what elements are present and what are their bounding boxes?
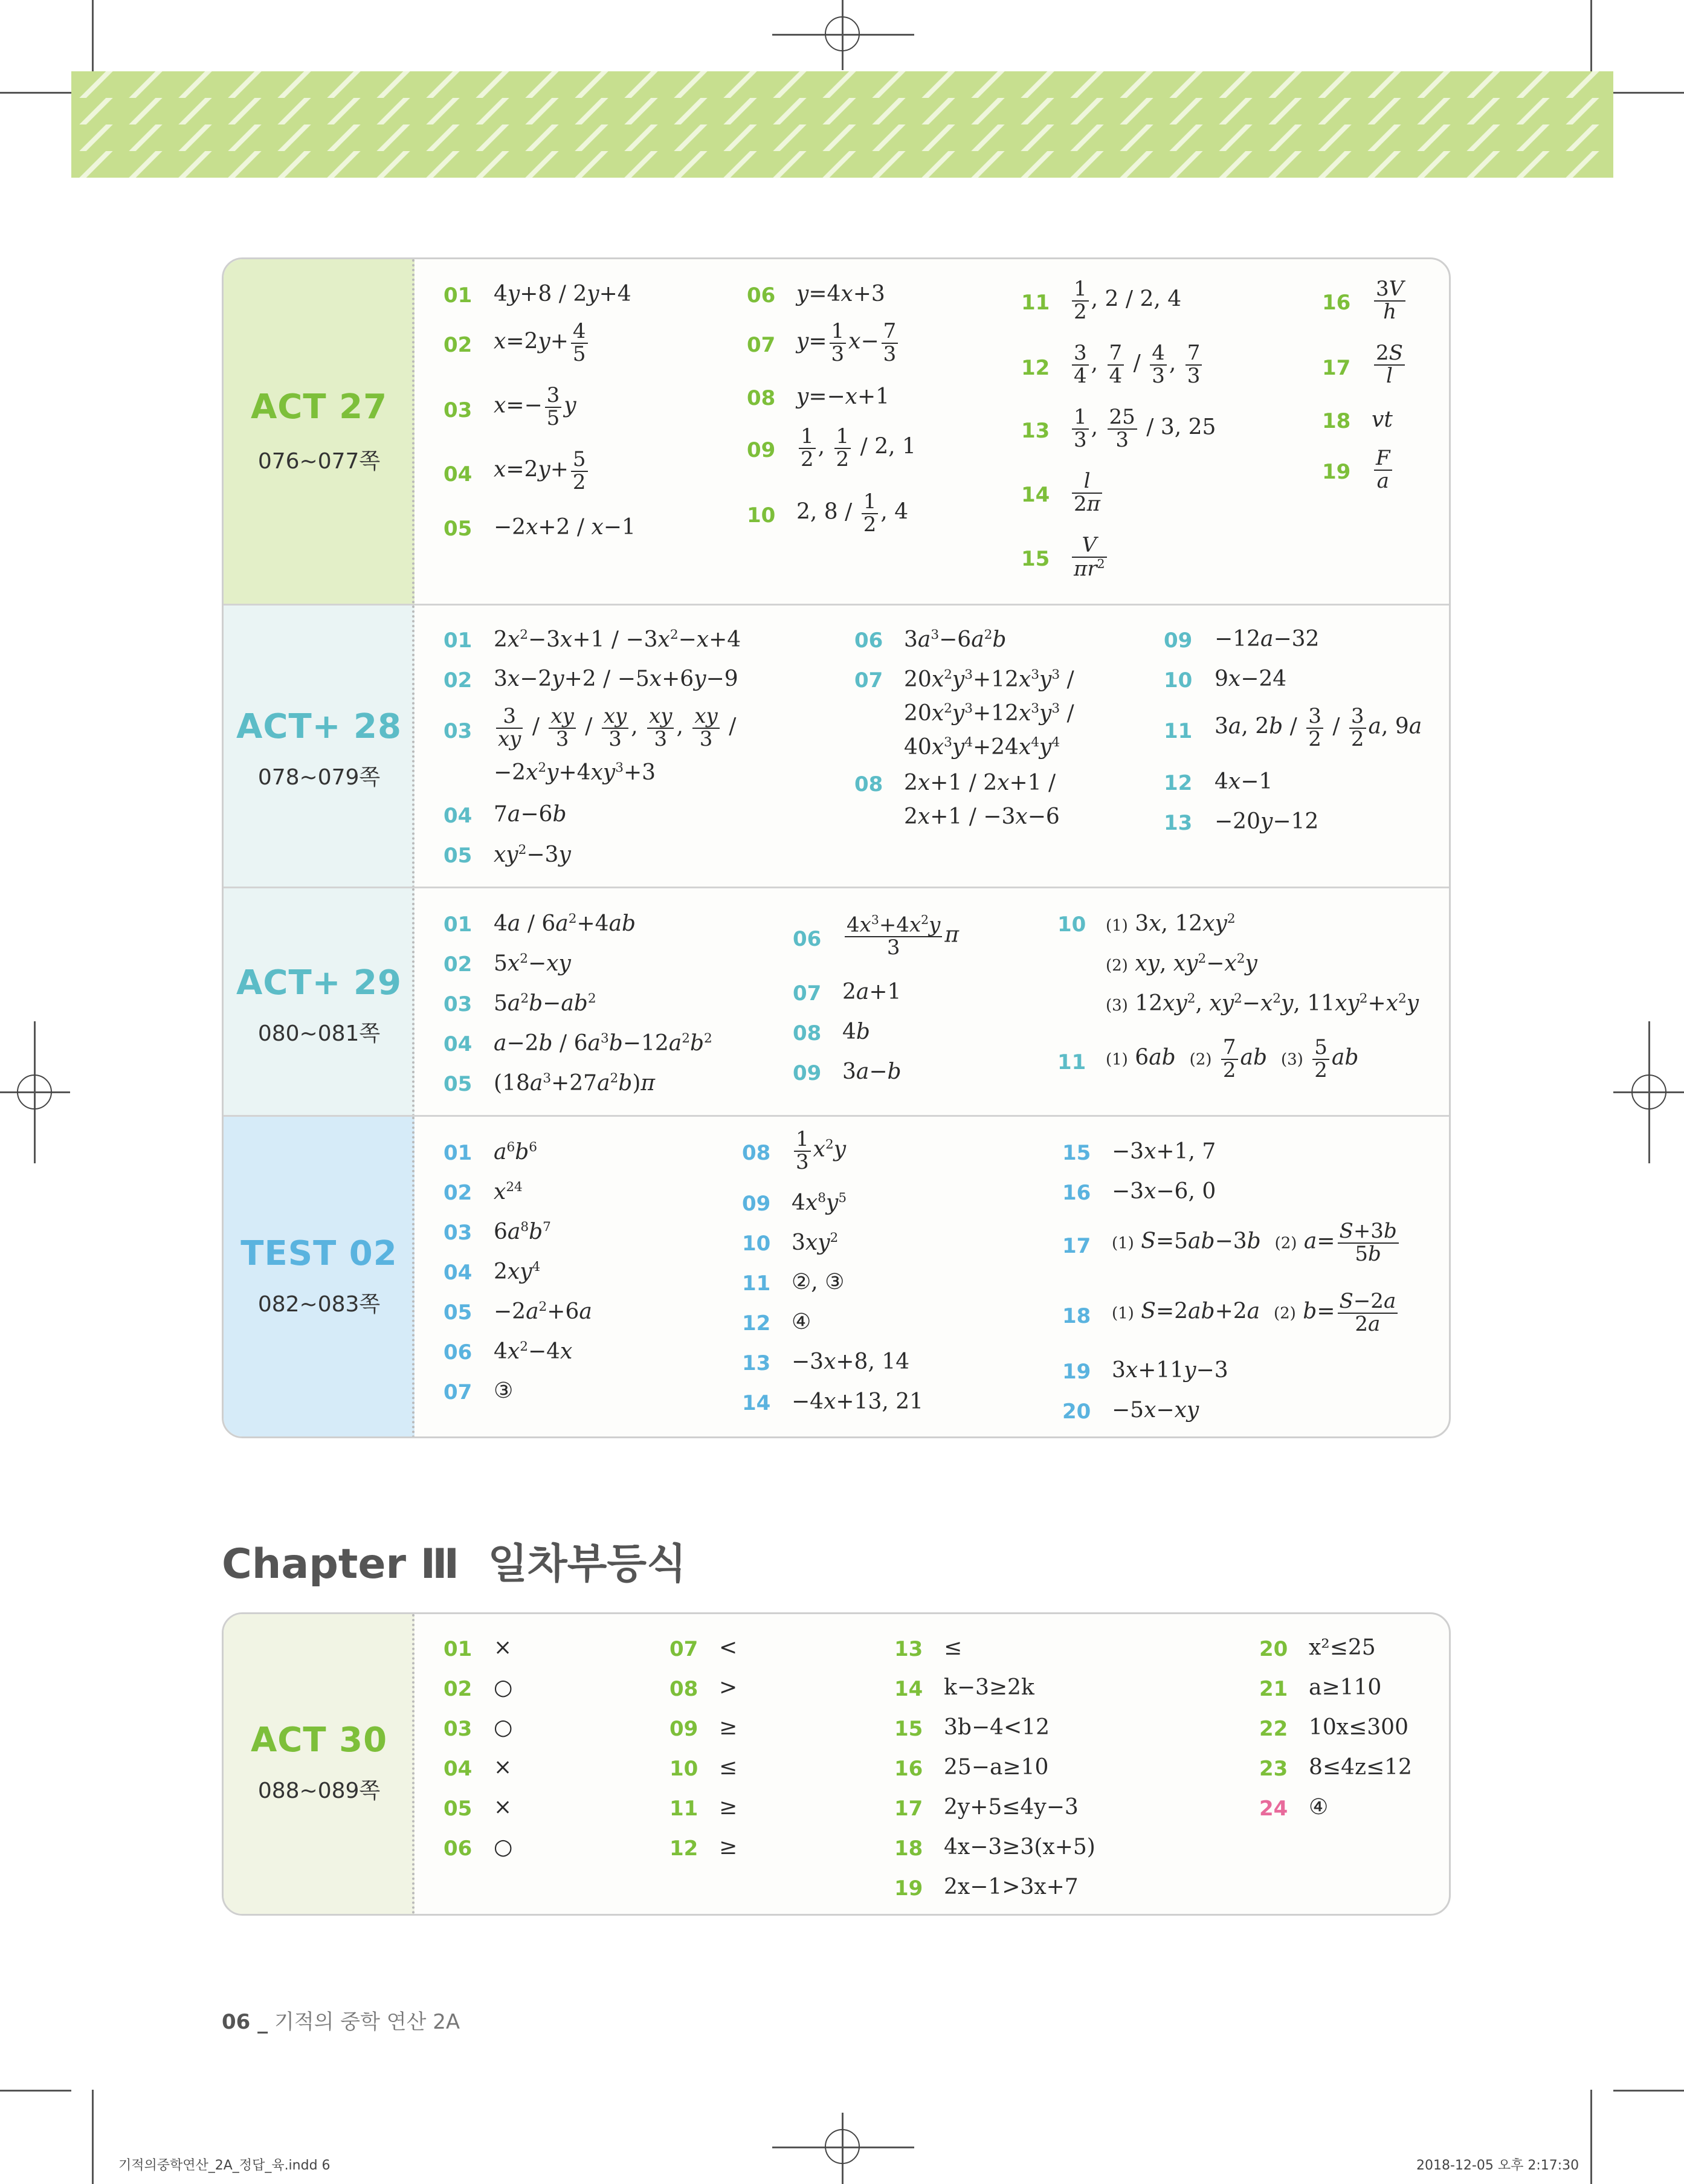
answer-number: 15 <box>1021 547 1050 571</box>
answer-text: $a^6b^6$ <box>494 1140 538 1165</box>
answer-number: 14 <box>894 1677 923 1701</box>
answer-number: 01 <box>444 1637 473 1661</box>
answer-text: (2) xy, $xy^2-x^2y$ <box>1106 951 1257 976</box>
answer-text: > <box>719 1675 738 1700</box>
answer-text: $\frac{3}{xy}$ / $\frac{xy}{3}$ / $\frac{xy}{3}$ , $\frac{xy}{3}$ , $\frac{xy}{3}$ / <box>494 706 736 750</box>
answer-text: ○ <box>494 1835 513 1859</box>
answer-text: ④ <box>792 1310 811 1334</box>
answer-text: 2x−1>3x+7 <box>944 1875 1079 1899</box>
crop-mark <box>92 2090 94 2184</box>
crop-mark <box>1590 2090 1592 2184</box>
answer-text: (1) 3x, $12xy^2$ <box>1106 911 1236 936</box>
answer-text: y= $\frac{1}{3}$ x− $\frac{7}{3}$ <box>796 321 900 365</box>
answer-number: 05 <box>444 844 473 868</box>
answer-number: 03 <box>444 398 473 422</box>
chapter-label: Chapter Ⅲ <box>222 1540 459 1588</box>
answer-number: 22 <box>1259 1717 1288 1741</box>
answer-text: ≤ <box>719 1755 738 1780</box>
answer-text: a≥110 <box>1309 1675 1382 1700</box>
answer-text: $40x^3y^4+24x^4y^4$ <box>904 735 1060 760</box>
answer-number: 02 <box>444 1677 473 1701</box>
answer-number: 05 <box>444 517 473 541</box>
section-title: ACT 27 <box>250 387 388 427</box>
answer-number: 20 <box>1062 1400 1091 1424</box>
answer-text: ○ <box>494 1675 513 1700</box>
answer-text: 4b <box>842 1019 870 1044</box>
answer-text: 7a−6b <box>494 802 567 827</box>
answer-number: 13 <box>1164 811 1193 835</box>
answer-text: 2x+1 / 2x+1 / <box>904 771 1056 795</box>
answer-text: < <box>719 1635 738 1660</box>
chapter-heading <box>222 1531 686 1590</box>
answer-number: 04 <box>444 1757 473 1781</box>
section-label <box>224 606 415 888</box>
crop-mark <box>0 92 71 94</box>
answer-text: $\frac{F}{a}$ <box>1372 448 1395 492</box>
answer-number: 07 <box>793 981 822 1006</box>
registration-target <box>1631 1074 1666 1110</box>
section-pages: 082~083쪽 <box>257 1292 381 1317</box>
section-pages: 080~081쪽 <box>257 1021 381 1046</box>
crop-mark <box>1613 2090 1684 2092</box>
answer-text: 2, 8 / $\frac{1}{2}$ , 4 <box>796 489 909 537</box>
answer-text: × <box>494 1755 512 1780</box>
banner-pattern <box>71 71 1613 178</box>
answer-text: $5a^2b-ab^2$ <box>494 991 596 1016</box>
answer-text: y=−x+1 <box>796 384 890 409</box>
answer-number: 12 <box>1164 771 1193 795</box>
answer-number: 14 <box>1021 483 1050 507</box>
answer-text: $a-2b / 6a^3b-12a^2b^2$ <box>494 1031 712 1056</box>
answer-text: x²≤25 <box>1309 1635 1376 1660</box>
answer-text: 4x−3≥3(x+5) <box>944 1835 1095 1859</box>
answer-panel-chapter-3 <box>222 1612 1451 1916</box>
answer-number: 18 <box>894 1837 923 1861</box>
answer-number: 08 <box>793 1021 822 1045</box>
page-number: 06 _ <box>222 2010 268 2034</box>
section-act28 <box>224 604 1449 888</box>
answer-number: 24 <box>1259 1797 1288 1821</box>
answer-number: 12 <box>669 1837 698 1861</box>
answer-text: $\frac{1}{2}$ , 2 / 2, 4 <box>1069 279 1181 323</box>
answer-text: 2a+1 <box>842 980 902 1004</box>
answer-number: 14 <box>742 1391 771 1415</box>
answer-number: 02 <box>444 1181 473 1205</box>
section-test02 <box>224 1115 1449 1438</box>
answer-number: 05 <box>444 1797 473 1821</box>
answer-text: $\frac{2S}{l}$ <box>1372 343 1407 387</box>
answer-number: 03 <box>444 1717 473 1741</box>
section-title: ACT+ 29 <box>236 963 402 1003</box>
book-title: 기적의 중학 연산 2A <box>274 2010 460 2034</box>
answer-number: 23 <box>1259 1757 1288 1781</box>
answer-number: 12 <box>1021 356 1050 380</box>
answer-text: $\frac{l}{2\pi}$ <box>1069 471 1105 515</box>
section-label <box>224 259 415 604</box>
answer-number: 10 <box>669 1757 698 1781</box>
answer-number: 01 <box>444 283 473 308</box>
answer-text: $\frac{3}{4}$ , $\frac{7}{4}$ / $\frac{4}{3}$ , $\frac{7}{3}$ <box>1069 343 1204 387</box>
answer-number: 06 <box>444 1340 473 1365</box>
answer-number: 04 <box>444 804 473 828</box>
answer-text: $3a^3-6a^2b$ <box>904 627 1007 652</box>
answer-text: 3a, 2b / $\frac{3}{2}$ / $\frac{3}{2}$ a, 9a <box>1215 704 1422 751</box>
crop-mark <box>92 0 94 71</box>
answer-number: 10 <box>747 503 776 528</box>
answer-text: −2x+2 / x−1 <box>494 515 636 540</box>
answer-number: 06 <box>444 1837 473 1861</box>
answer-text: 9x−24 <box>1215 667 1287 691</box>
answer-number: 02 <box>444 668 473 693</box>
section-label <box>224 1614 415 1914</box>
answer-number: 11 <box>669 1797 698 1821</box>
answer-number: 19 <box>1322 460 1351 484</box>
answer-text: $2xy^4$ <box>494 1259 541 1284</box>
header-banner <box>71 71 1613 178</box>
answer-number: 13 <box>1021 419 1050 443</box>
answer-number: 04 <box>444 1261 473 1285</box>
answer-text: vt <box>1372 407 1393 432</box>
answer-number: 09 <box>793 1061 822 1085</box>
answer-text: $4x^8y^5$ <box>792 1191 847 1215</box>
answer-number: 17 <box>894 1797 923 1821</box>
answer-number: 15 <box>894 1717 923 1741</box>
answer-text: 25−a≥10 <box>944 1755 1049 1780</box>
answer-number: 16 <box>894 1757 923 1781</box>
answer-text: −3x+8, 14 <box>792 1349 910 1374</box>
answer-number: 10 <box>1164 668 1193 693</box>
answer-text: −12a−32 <box>1215 627 1320 651</box>
answer-text: $\frac{1}{2}$ , $\frac{1}{2}$ / 2, 1 <box>796 426 916 470</box>
registration-target <box>17 1074 52 1110</box>
answer-number: 07 <box>747 333 776 357</box>
answer-number: 09 <box>669 1717 698 1741</box>
answer-number: 06 <box>854 628 883 653</box>
answer-text: k−3≥2k <box>944 1675 1034 1700</box>
answer-text: (1) S=5ab−3b (2) a= $\frac{S+3b}{5b}$ <box>1112 1221 1401 1265</box>
answer-text: 2x+1 / −3x−6 <box>904 804 1060 829</box>
answer-text: × <box>494 1795 512 1820</box>
answer-text: $\frac{1}{3}$ , $\frac{25}{3}$ / 3, 25 <box>1069 407 1216 451</box>
answer-number: 18 <box>1322 409 1351 433</box>
answer-number: 13 <box>894 1637 923 1661</box>
answer-number: 09 <box>747 438 776 462</box>
answer-text: −5x−xy <box>1112 1398 1199 1423</box>
answer-text: −3x+1, 7 <box>1112 1139 1216 1164</box>
answer-number: 11 <box>1164 719 1193 743</box>
answer-number: 16 <box>1322 291 1351 315</box>
registration-target <box>825 2129 860 2164</box>
answer-number: 01 <box>444 628 473 653</box>
section-label <box>224 888 415 1117</box>
answer-text: 2y+5≤4y−3 <box>944 1795 1079 1820</box>
answer-text: $\frac{4x^3+4x^2y}{3}$ π <box>842 914 959 959</box>
crop-mark <box>0 2090 71 2092</box>
answer-text: ④ <box>1309 1795 1329 1820</box>
section-pages: 088~089쪽 <box>257 1779 381 1803</box>
answer-number: 10 <box>742 1232 771 1256</box>
answer-text: x=2y+ $\frac{5}{2}$ <box>494 449 590 493</box>
answer-number: 11 <box>742 1271 771 1296</box>
chapter-title: 일차부등식 <box>488 1540 686 1588</box>
answer-text: y=4x+3 <box>796 282 885 306</box>
answer-number: 04 <box>444 1032 473 1056</box>
answer-text: $20x^2y^3+12x^3y^3$ / <box>904 667 1074 692</box>
section-title: ACT+ 28 <box>236 707 402 746</box>
answer-text: $\frac{3V}{h}$ <box>1372 279 1408 323</box>
answer-text: 4y+8 / 2y+4 <box>494 282 631 306</box>
answer-text: x=2y+ $\frac{4}{5}$ <box>494 321 590 365</box>
answer-text: ≥ <box>719 1715 738 1740</box>
answer-text: −4x+13, 21 <box>792 1389 924 1414</box>
section-act27 <box>224 259 1449 604</box>
answer-number: 01 <box>444 913 473 937</box>
section-title: TEST 02 <box>240 1234 398 1273</box>
answer-number: 08 <box>747 386 776 410</box>
answer-number: 20 <box>1259 1637 1288 1661</box>
answer-text: 3x−2y+2 / −5x+6y−9 <box>494 667 738 691</box>
section-pages: 076~077쪽 <box>257 449 381 474</box>
answer-text: $(18a^3+27a^2b)\pi$ <box>494 1071 656 1096</box>
answer-number: 06 <box>747 283 776 308</box>
answer-number: 17 <box>1322 356 1351 380</box>
answer-text: ○ <box>494 1715 513 1740</box>
answer-text: 3x+11y−3 <box>1112 1358 1228 1383</box>
answer-number: 01 <box>444 1141 473 1165</box>
answer-number: 09 <box>742 1192 771 1216</box>
answer-text: x=− $\frac{3}{5}$ y <box>494 383 576 430</box>
answer-number: 03 <box>444 1221 473 1245</box>
answer-number: 05 <box>444 1072 473 1096</box>
answer-number: 13 <box>742 1351 771 1375</box>
answer-number: 11 <box>1057 1050 1086 1074</box>
answer-text: (1) 6ab (2) $\frac{7}{2}$ ab (3) $\frac{5}{2}$ ab <box>1106 1035 1359 1082</box>
answer-text: $xy^2-3y$ <box>494 842 571 867</box>
page-footer <box>222 2005 460 2035</box>
answer-text: 4x−1 <box>1215 769 1273 794</box>
answer-number: 18 <box>1062 1304 1091 1328</box>
answer-number: 19 <box>1062 1360 1091 1384</box>
slug-file: 기적의중학연산_2A_정답_육.indd 6 <box>118 2158 331 2173</box>
answer-text: −20y−12 <box>1215 809 1319 834</box>
answer-number: 19 <box>894 1876 923 1901</box>
answer-text: $2x^2-3x+1 / -3x^2-x+4$ <box>494 627 741 652</box>
answer-text: ②, ③ <box>792 1270 845 1294</box>
answer-number: 10 <box>1057 913 1086 937</box>
answer-text: 3a−b <box>842 1059 902 1084</box>
answer-text: ≥ <box>719 1795 738 1820</box>
answer-text: $6a^8b^7$ <box>494 1220 551 1244</box>
answer-number: 07 <box>854 668 883 693</box>
answer-text: $4x^2-4x$ <box>494 1339 573 1364</box>
answer-panel-chapter-2 <box>222 257 1451 1438</box>
answer-text: $\frac{V}{\pi r^2}$ <box>1069 535 1109 580</box>
answer-text: $-2x^2y+4xy^3+3$ <box>494 760 656 785</box>
answer-text: 3b−4<12 <box>944 1715 1050 1740</box>
section-label <box>224 1117 415 1438</box>
answer-number: 08 <box>669 1677 698 1701</box>
answer-number: 02 <box>444 333 473 357</box>
answer-number: 04 <box>444 462 473 486</box>
answer-number: 03 <box>444 719 473 743</box>
answer-number: 07 <box>444 1380 473 1404</box>
answer-number: 05 <box>444 1300 473 1325</box>
crop-mark <box>1613 92 1684 94</box>
answer-text: × <box>494 1635 512 1660</box>
answer-number: 21 <box>1259 1677 1288 1701</box>
answer-text: ≥ <box>719 1835 738 1859</box>
answer-number: 15 <box>1062 1141 1091 1165</box>
answer-text: $4a / 6a^2+4ab$ <box>494 911 636 936</box>
section-title: ACT 30 <box>250 1720 388 1760</box>
answer-text: 10x≤300 <box>1309 1715 1408 1740</box>
slug-date: 2018-12-05 오후 2:17:30 <box>1416 2158 1579 2173</box>
answer-text: (3) $12xy^2$, $xy^2-x^2y$, $11xy^2+x^2y$ <box>1106 991 1419 1016</box>
answer-number: 08 <box>742 1141 771 1165</box>
answer-text: $20x^2y^3+12x^3y^3$ / <box>904 701 1074 726</box>
answer-number: 17 <box>1062 1234 1091 1258</box>
answer-number: 09 <box>1164 628 1193 653</box>
registration-target <box>825 16 860 51</box>
answer-text: −3x−6, 0 <box>1112 1179 1216 1204</box>
answer-number: 02 <box>444 952 473 977</box>
answer-number: 07 <box>669 1637 698 1661</box>
answer-text: (1) S=2ab+2a (2) b= $\frac{S-2a}{2a}$ <box>1112 1291 1400 1335</box>
answer-text: $\frac{1}{3}$ $x^2y$ <box>792 1129 846 1173</box>
answer-text: $x^{24}$ <box>494 1180 523 1204</box>
answer-number: 03 <box>444 992 473 1016</box>
answer-text: 8≤4z≤12 <box>1309 1755 1412 1780</box>
answer-text: $-2a^2+6a$ <box>494 1299 592 1324</box>
answer-number: 06 <box>793 927 822 951</box>
answer-text: ③ <box>494 1378 514 1403</box>
answer-number: 16 <box>1062 1181 1091 1205</box>
section-act29 <box>224 887 1449 1117</box>
answer-number: 08 <box>854 772 883 796</box>
answer-text: ≤ <box>944 1635 963 1660</box>
answer-number: 11 <box>1021 291 1050 315</box>
crop-mark <box>1590 0 1592 71</box>
section-pages: 078~079쪽 <box>257 765 381 790</box>
section-act30 <box>224 1614 1449 1914</box>
answer-number: 12 <box>742 1311 771 1336</box>
answer-text: $3xy^2$ <box>792 1230 839 1255</box>
answer-text: $5x^2-xy$ <box>494 951 571 976</box>
